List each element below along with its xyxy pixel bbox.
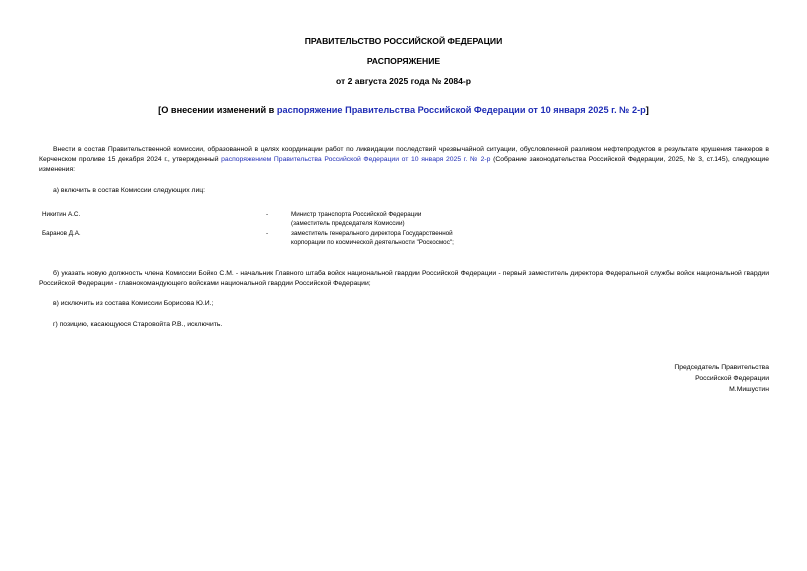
signature-country: Российской Федерации (695, 375, 769, 382)
member-dash: - (266, 211, 269, 218)
member-role (291, 210, 481, 228)
item-v: в) исключить из состава Комиссии Борисова Ю.И.; (53, 300, 214, 307)
title-link[interactable]: распоряжение Правительства Российской Федерации от 10 января 2025 г. № 2-р (276, 105, 646, 115)
signature-title: Председатель Правительства (674, 364, 769, 371)
member-role (291, 229, 481, 247)
intro-text-before: Внести в состав Правительственной комиссии, образованной в целях координации работ по ликвидации последствий чрезвычайной ситуации, обусловленной разливом нефтепродуктов в результате крушения танкеров в Керченском проливе 15 декабря 2024 г., утвержденный (39, 146, 769, 163)
intro-link[interactable]: распоряжением Правительства Российской Федерации от 10 января 2025 г. № 2-р (221, 156, 491, 163)
member-dash: - (266, 230, 269, 237)
government-heading: ПРАВИТЕЛЬСТВО РОССИЙСКОЙ ФЕДЕРАЦИИ (304, 36, 503, 46)
member-role-line: (заместитель председателя Комиссии) (291, 220, 405, 227)
document-type-heading: РАСПОРЯЖЕНИЕ (366, 56, 441, 66)
intro-paragraph (39, 145, 769, 175)
member-role-line: корпорации по космической деятельности "Роскосмос"; (291, 239, 454, 246)
signature-name: М.Мишустин (729, 386, 769, 393)
date-number-heading: от 2 августа 2025 года № 2084-р (335, 76, 472, 86)
item-b: б) указать новую должность члена Комиссии Бойко С.М. - начальник Главного штаба войск национальной гвардии Российской Федерации - первый заместитель директора Федеральной службы войск национальной гвардии Российской Федерации - главнокомандующего войсками национальной гвардии Российской Федерации; (39, 270, 769, 287)
member-role-line: Министр транспорта Российской Федерации (291, 211, 422, 218)
member-name: Никитин А.С. (42, 211, 81, 218)
intro-text-after: (Собрание законодательства Российской Федерации, 2025, № 3, ст.145), следующие изменения: (39, 156, 769, 173)
member-name: Баранов Д.А. (42, 230, 81, 237)
title-prefix: [О внесении изменений в (158, 105, 277, 115)
item-a: а) включить в состав Комиссии следующих лиц: (53, 187, 206, 194)
document-title (0, 104, 807, 116)
title-suffix: ] (645, 105, 649, 115)
signature-block (569, 362, 769, 395)
member-role-line: заместитель генерального директора Государственной (291, 230, 453, 237)
item-g: г) позицию, касающуюся Старовойта Р.В., исключить. (53, 321, 223, 328)
